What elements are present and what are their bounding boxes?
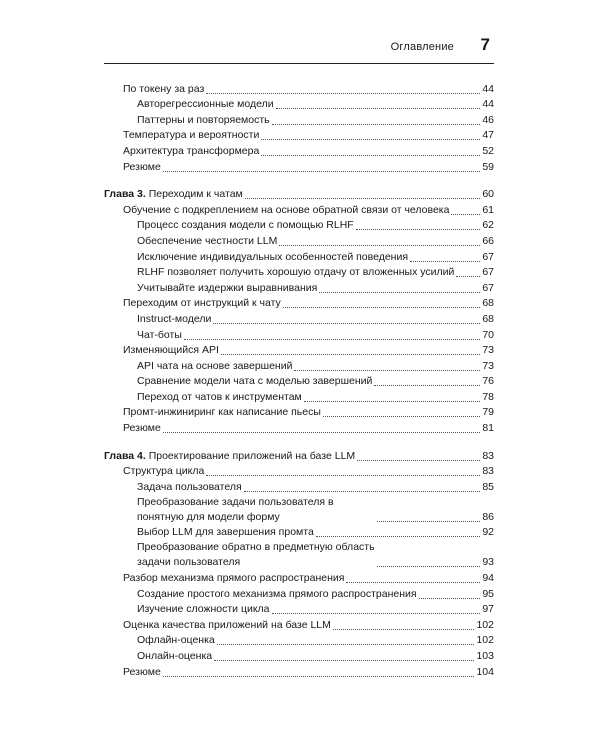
- toc-entry-title: [137, 281, 317, 296]
- toc-entry-text: Задача пользователя: [137, 480, 242, 493]
- toc-entry-text: Instruct-модели: [137, 312, 212, 325]
- dot-leader: [244, 491, 481, 492]
- toc-entry-title: [123, 464, 204, 479]
- toc-entry-text: Оценка качества приложений на базе LLM: [123, 618, 331, 631]
- toc-entry-text: Выбор LLM для завершения промта: [137, 526, 314, 539]
- toc-entry-title: [123, 571, 344, 586]
- toc-entry-text: Авторегрессионные модели: [137, 98, 274, 111]
- header-title: Оглавление: [390, 41, 454, 53]
- toc-entry[interactable]: [104, 97, 494, 113]
- toc-entry[interactable]: [104, 617, 494, 633]
- toc-entry-text: Структура цикла: [123, 465, 205, 478]
- dot-leader: [316, 536, 481, 537]
- dot-leader: [377, 566, 480, 567]
- toc-entry-title: [104, 187, 243, 202]
- dot-leader: [377, 521, 480, 522]
- toc-entry-text: Учитывайте издержки выравнивания: [137, 281, 318, 294]
- toc-entry[interactable]: [104, 159, 494, 175]
- dot-leader: [217, 644, 475, 645]
- toc-entry[interactable]: [104, 420, 494, 436]
- dot-leader: [294, 370, 480, 371]
- toc-entry[interactable]: [104, 405, 494, 421]
- toc-entry-title: [137, 525, 314, 540]
- dot-leader: [456, 276, 480, 277]
- dot-leader: [163, 676, 475, 677]
- chapter-number: Глава 3.: [104, 188, 146, 201]
- toc-page-number: 68: [482, 297, 494, 310]
- toc-entry-title: [137, 495, 375, 525]
- section-gap: [104, 175, 494, 187]
- toc-entry-text: Создание простого механизма прямого распространения: [137, 587, 417, 600]
- toc-entry-text: Температура и вероятности: [123, 129, 260, 142]
- toc-entry-text: RLHF позволяет получить хорошую отдачу от вложенных усилий: [137, 266, 455, 279]
- section-gap: [104, 436, 494, 448]
- toc-entry-text: Проектирование приложений на базе LLM: [148, 449, 356, 462]
- toc-entry-title: [123, 296, 281, 311]
- toc-entry[interactable]: [104, 296, 494, 312]
- toc-entry[interactable]: [104, 311, 494, 327]
- dot-leader: [213, 323, 480, 324]
- chapter-number: Глава 4.: [104, 449, 146, 462]
- toc-entry[interactable]: [104, 374, 494, 390]
- toc-entry-text: Процесс создания модели с помощью RLHF: [137, 219, 354, 232]
- toc-entry-title: [137, 480, 242, 495]
- toc-entry-text: Переходим к чатам: [148, 188, 243, 201]
- toc-entry-text: Переходим от инструкций к чату: [123, 297, 281, 310]
- toc-page-number: 67: [482, 250, 494, 263]
- dot-leader: [357, 460, 480, 461]
- dot-leader: [319, 292, 480, 293]
- toc-entry-text: Преобразование обратно в предметную область задачи пользователя: [137, 541, 375, 569]
- toc-entry[interactable]: [104, 540, 494, 570]
- toc-entry-title: [137, 587, 417, 602]
- toc-entry[interactable]: [104, 343, 494, 359]
- toc-entry-title: [123, 160, 161, 175]
- toc-entry-text: Резюме: [123, 160, 161, 173]
- toc-entry[interactable]: [104, 633, 494, 649]
- toc-entry[interactable]: [104, 586, 494, 602]
- toc-chapter-entry[interactable]: [104, 187, 494, 203]
- toc-entry-text: Чат-боты: [137, 328, 182, 341]
- toc-entry-text: Онлайн-оценка: [137, 650, 213, 662]
- dot-leader: [272, 613, 481, 614]
- toc-page-number: 78: [482, 390, 494, 403]
- toc-page-number: 79: [482, 406, 494, 419]
- dot-leader: [304, 401, 481, 402]
- toc-page-number: 103: [476, 650, 494, 662]
- running-header: [104, 33, 494, 64]
- dot-leader: [163, 432, 481, 433]
- dot-leader: [323, 416, 480, 417]
- toc-entry-title: [137, 234, 277, 249]
- toc-entry-title: [123, 203, 449, 218]
- dot-leader: [245, 198, 481, 199]
- toc-entry-title: [137, 633, 215, 648]
- toc-entry-title: [137, 328, 182, 343]
- toc-page-number: 94: [482, 572, 494, 585]
- toc-entry-title: [137, 649, 212, 664]
- toc-page-number: 59: [482, 160, 494, 173]
- toc-page-number: 44: [482, 82, 494, 95]
- toc-page-number: 68: [482, 312, 494, 325]
- toc-entry-text: Обеспечение честности LLM: [137, 234, 278, 247]
- toc-entry-text: Паттерны и повторяемость: [137, 113, 270, 126]
- toc-page-number: 73: [482, 359, 494, 372]
- toc-page-number: 66: [482, 234, 494, 247]
- dot-leader: [279, 245, 480, 246]
- toc-page-number: 85: [482, 480, 494, 493]
- toc-page-number: 70: [482, 328, 494, 341]
- dot-leader: [276, 108, 481, 109]
- toc-entry-title: [137, 374, 372, 389]
- dot-leader: [451, 214, 480, 215]
- toc-entry-text: Разбор механизма прямого распространения: [123, 572, 345, 585]
- toc-page-number: 93: [482, 556, 494, 569]
- toc-entry-title: [123, 618, 331, 633]
- toc-page-number: 83: [482, 465, 494, 478]
- toc-entry-title: [123, 343, 219, 358]
- toc-entry-text: По токену за раз: [123, 82, 205, 95]
- toc-entry[interactable]: [104, 143, 494, 159]
- toc-entry[interactable]: [104, 280, 494, 296]
- toc-entry-text: Офлайн-оценка: [137, 634, 215, 647]
- toc-entry-title: [123, 128, 259, 143]
- toc-page-number: 86: [482, 510, 494, 523]
- toc-page-number: 60: [482, 188, 494, 201]
- toc-page-number: 92: [482, 526, 494, 539]
- toc-page-number: 52: [482, 144, 494, 157]
- toc-entry-text: Изменяющийся API: [123, 344, 219, 357]
- toc-entry-text: Резюме: [123, 665, 161, 678]
- dot-leader: [419, 598, 481, 599]
- toc-entry[interactable]: [104, 464, 494, 480]
- toc-entry-title: [137, 540, 375, 570]
- toc-entry-title: [137, 390, 302, 405]
- toc-entry[interactable]: [104, 570, 494, 586]
- toc-page-number: 47: [482, 129, 494, 142]
- toc-entry-title: [104, 449, 355, 464]
- toc-entry[interactable]: [104, 327, 494, 343]
- toc-entry[interactable]: [104, 202, 494, 218]
- toc-entry[interactable]: [104, 233, 494, 249]
- toc-page-number: 102: [476, 618, 494, 631]
- toc-page-number: 67: [482, 266, 494, 279]
- toc-entry[interactable]: [104, 249, 494, 265]
- toc-page-number: 67: [482, 281, 494, 294]
- toc-entry-title: [137, 97, 274, 112]
- header-page-number: 7: [480, 35, 490, 54]
- toc-entry[interactable]: [104, 128, 494, 144]
- toc-entry[interactable]: [104, 389, 494, 405]
- toc-entry-text: Преобразование задачи пользователя в понятную для модели форму: [137, 495, 334, 523]
- toc-entry[interactable]: [104, 664, 494, 680]
- toc-entry-title: [123, 421, 161, 436]
- toc-entry[interactable]: [104, 81, 494, 97]
- dot-leader: [410, 261, 480, 262]
- dot-leader: [184, 339, 480, 340]
- dot-leader: [163, 171, 481, 172]
- toc-page-number: 81: [482, 422, 494, 435]
- toc-entry-text: Переход от чатов к инструментам: [137, 390, 302, 403]
- toc-page-number: 76: [482, 375, 494, 388]
- toc-page-number: 104: [476, 665, 494, 678]
- toc-page-number: 83: [482, 449, 494, 462]
- dot-leader: [206, 93, 480, 94]
- toc-entry-title: [137, 602, 270, 617]
- toc-chapter-entry[interactable]: [104, 448, 494, 464]
- toc-entry-text: Сравнение модели чата с моделью завершений: [137, 375, 373, 388]
- toc-page-number: 102: [476, 634, 494, 647]
- toc-entry-text: Промт-инжиниринг как написание пьесы: [123, 406, 321, 419]
- toc-page-number: 46: [482, 113, 494, 126]
- toc-entry[interactable]: [104, 648, 494, 664]
- dot-leader: [374, 385, 480, 386]
- toc-entry[interactable]: [104, 265, 494, 281]
- dot-leader: [261, 155, 480, 156]
- dot-leader: [214, 660, 474, 661]
- toc-entry[interactable]: [104, 525, 494, 541]
- dot-leader: [333, 629, 475, 630]
- toc-entry-title: [137, 359, 292, 374]
- toc-entry-text: Исключение индивидуальных особенностей поведения: [137, 250, 409, 263]
- table-of-contents: [104, 81, 494, 680]
- toc-entry-title: [123, 82, 204, 97]
- toc-entry[interactable]: [104, 112, 494, 128]
- toc-entry-text: Обучение с подкреплением на основе обратной связи от человека: [123, 203, 450, 216]
- toc-entry[interactable]: [104, 479, 494, 495]
- toc-entry-title: [137, 265, 454, 280]
- toc-entry[interactable]: [104, 358, 494, 374]
- toc-page-number: 44: [482, 98, 494, 111]
- dot-leader: [221, 354, 480, 355]
- toc-entry-title: [137, 218, 354, 233]
- dot-leader: [346, 582, 480, 583]
- toc-entry-title: [137, 312, 211, 327]
- toc-page-number: 97: [482, 603, 494, 616]
- toc-page-number: 95: [482, 587, 494, 600]
- dot-leader: [261, 139, 480, 140]
- dot-leader: [272, 124, 481, 125]
- toc-entry[interactable]: [104, 602, 494, 618]
- toc-entry[interactable]: [104, 218, 494, 234]
- toc-entry-text: Изучение сложности цикла: [137, 603, 270, 616]
- toc-entry-title: [137, 113, 270, 128]
- toc-entry-title: [123, 665, 161, 680]
- toc-page-number: 61: [482, 203, 494, 216]
- toc-entry[interactable]: [104, 495, 494, 525]
- toc-page-number: 62: [482, 219, 494, 232]
- dot-leader: [206, 475, 480, 476]
- toc-entry-text: Резюме: [123, 422, 161, 435]
- toc-entry-text: API чата на основе завершений: [137, 359, 293, 372]
- dot-leader: [283, 307, 481, 308]
- toc-page-number: 73: [482, 344, 494, 357]
- toc-entry-title: [137, 250, 408, 265]
- toc-entry-text: Архитектура трансформера: [123, 144, 260, 157]
- toc-entry-title: [123, 144, 259, 159]
- dot-leader: [356, 229, 481, 230]
- toc-entry-title: [123, 405, 321, 420]
